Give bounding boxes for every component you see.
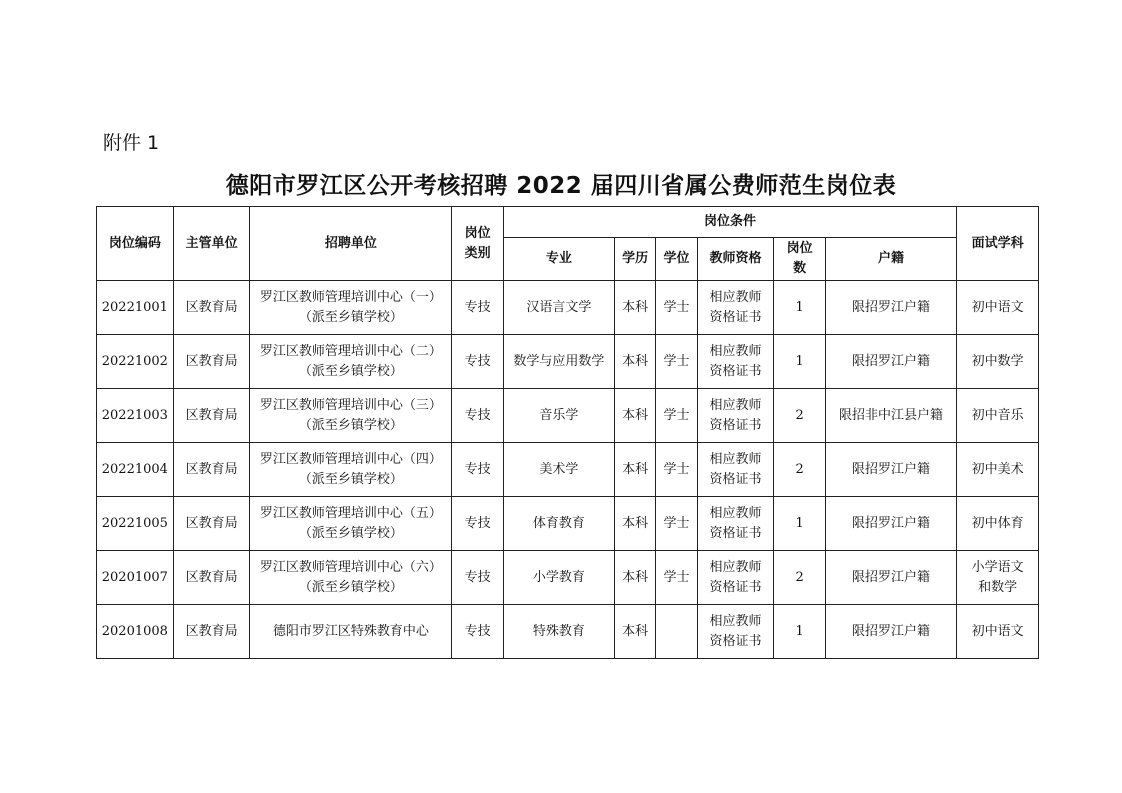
- cell-residence: 限招罗江户籍: [825, 443, 956, 497]
- cell-unit: 罗江区教师管理培训中心（四） （派至乡镇学校）: [250, 443, 452, 497]
- header-education: 学历: [614, 238, 655, 281]
- cell-unit: 罗江区教师管理培训中心（三） （派至乡镇学校）: [250, 389, 452, 443]
- cell-subject: 小学语文 和数学: [957, 551, 1039, 605]
- header-authority: 主管单位: [173, 207, 250, 281]
- cell-authority: 区教育局: [173, 335, 250, 389]
- table-row: [97, 281, 1039, 335]
- cell-education: 本科: [614, 281, 655, 335]
- cell-count: 2: [774, 389, 825, 443]
- header-degree: 学位: [656, 238, 697, 281]
- header-qualification: 教师资格: [697, 238, 774, 281]
- cell-qualification: 相应教师 资格证书: [697, 605, 774, 659]
- cell-category: 专技: [452, 335, 503, 389]
- cell-category: 专技: [452, 497, 503, 551]
- cell-qualification: 相应教师 资格证书: [697, 335, 774, 389]
- cell-degree: 学士: [656, 551, 697, 605]
- header-major: 专业: [503, 238, 614, 281]
- cell-education: 本科: [614, 443, 655, 497]
- cell-residence: 限招罗江户籍: [825, 335, 956, 389]
- cell-authority: 区教育局: [173, 281, 250, 335]
- cell-count: 1: [774, 605, 825, 659]
- positions-table: [96, 206, 1039, 659]
- cell-category: 专技: [452, 605, 503, 659]
- attachment-label: 附件 1: [103, 132, 160, 154]
- cell-unit: 罗江区教师管理培训中心（五） （派至乡镇学校）: [250, 497, 452, 551]
- cell-degree: 学士: [656, 335, 697, 389]
- cell-major: 小学教育: [503, 551, 614, 605]
- cell-degree: 学士: [656, 281, 697, 335]
- table-row: [97, 497, 1039, 551]
- header-conditions: 岗位条件: [503, 207, 956, 238]
- header-subject: 面试学科: [957, 207, 1039, 281]
- table-row: [97, 443, 1039, 497]
- cell-subject: 初中美术: [957, 443, 1039, 497]
- cell-code: 20221001: [97, 281, 174, 335]
- cell-degree: [656, 605, 697, 659]
- cell-education: 本科: [614, 551, 655, 605]
- cell-code: 20221002: [97, 335, 174, 389]
- cell-unit: 德阳市罗江区特殊教育中心: [250, 605, 452, 659]
- cell-residence: 限招罗江户籍: [825, 281, 956, 335]
- cell-code: 20221005: [97, 497, 174, 551]
- cell-qualification: 相应教师 资格证书: [697, 281, 774, 335]
- cell-category: 专技: [452, 281, 503, 335]
- cell-major: 数学与应用数学: [503, 335, 614, 389]
- cell-subject: 初中数学: [957, 335, 1039, 389]
- cell-education: 本科: [614, 497, 655, 551]
- cell-category: 专技: [452, 389, 503, 443]
- cell-qualification: 相应教师 资格证书: [697, 497, 774, 551]
- cell-unit: 罗江区教师管理培训中心（一） （派至乡镇学校）: [250, 281, 452, 335]
- cell-authority: 区教育局: [173, 605, 250, 659]
- cell-major: 汉语言文学: [503, 281, 614, 335]
- cell-education: 本科: [614, 335, 655, 389]
- cell-qualification: 相应教师 资格证书: [697, 551, 774, 605]
- table-row: [97, 551, 1039, 605]
- cell-residence: 限招罗江户籍: [825, 497, 956, 551]
- cell-degree: 学士: [656, 389, 697, 443]
- cell-unit: 罗江区教师管理培训中心（六） （派至乡镇学校）: [250, 551, 452, 605]
- cell-major: 音乐学: [503, 389, 614, 443]
- header-unit: 招聘单位: [250, 207, 452, 281]
- cell-subject: 初中体育: [957, 497, 1039, 551]
- table-row: [97, 335, 1039, 389]
- cell-degree: 学士: [656, 443, 697, 497]
- document-title: 德阳市罗江区公开考核招聘 2022 届四川省属公费师范生岗位表: [225, 173, 897, 199]
- cell-major: 美术学: [503, 443, 614, 497]
- cell-count: 1: [774, 497, 825, 551]
- cell-authority: 区教育局: [173, 551, 250, 605]
- table-row: [97, 389, 1039, 443]
- cell-subject: 初中语文: [957, 605, 1039, 659]
- cell-degree: 学士: [656, 497, 697, 551]
- cell-qualification: 相应教师 资格证书: [697, 389, 774, 443]
- cell-authority: 区教育局: [173, 497, 250, 551]
- cell-count: 2: [774, 443, 825, 497]
- header-residence: 户籍: [825, 238, 956, 281]
- header-category: 岗位 类别: [452, 207, 503, 281]
- cell-count: 2: [774, 551, 825, 605]
- cell-code: 20201007: [97, 551, 174, 605]
- cell-count: 1: [774, 281, 825, 335]
- cell-residence: 限招非中江县户籍: [825, 389, 956, 443]
- cell-code: 20201008: [97, 605, 174, 659]
- cell-count: 1: [774, 335, 825, 389]
- cell-authority: 区教育局: [173, 443, 250, 497]
- cell-code: 20221004: [97, 443, 174, 497]
- cell-education: 本科: [614, 389, 655, 443]
- cell-education: 本科: [614, 605, 655, 659]
- table-row: [97, 605, 1039, 659]
- header-code: 岗位编码: [97, 207, 174, 281]
- cell-unit: 罗江区教师管理培训中心（二） （派至乡镇学校）: [250, 335, 452, 389]
- cell-subject: 初中语文: [957, 281, 1039, 335]
- cell-category: 专技: [452, 443, 503, 497]
- header-count: 岗位 数: [774, 238, 825, 281]
- cell-code: 20221003: [97, 389, 174, 443]
- cell-subject: 初中音乐: [957, 389, 1039, 443]
- cell-residence: 限招罗江户籍: [825, 605, 956, 659]
- cell-major: 体育教育: [503, 497, 614, 551]
- cell-major: 特殊教育: [503, 605, 614, 659]
- cell-residence: 限招罗江户籍: [825, 551, 956, 605]
- cell-qualification: 相应教师 资格证书: [697, 443, 774, 497]
- cell-authority: 区教育局: [173, 389, 250, 443]
- cell-category: 专技: [452, 551, 503, 605]
